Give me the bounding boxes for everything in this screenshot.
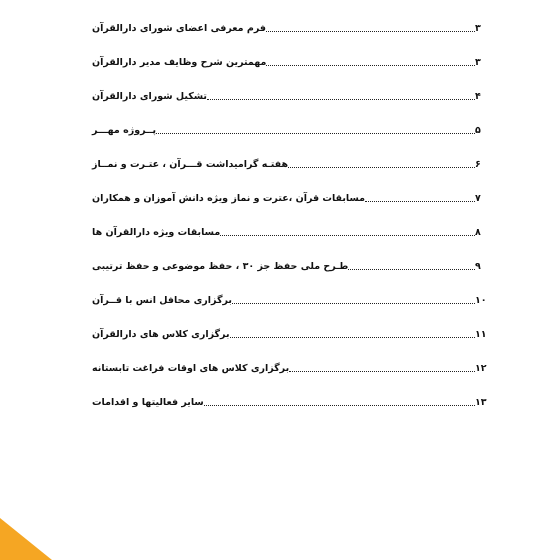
- toc-entry-page-number: ۹: [475, 261, 481, 272]
- toc-entry-title: سایر فعالیتها و اقدامات: [92, 397, 204, 408]
- toc-dot-leader: [204, 405, 475, 406]
- toc-dot-leader: [348, 269, 475, 270]
- toc-dot-leader: [365, 201, 475, 202]
- toc-entry-title: هفتـه گرامیداشت قـــرآن ، عتـرت و نمــاز: [92, 159, 289, 170]
- toc-entry[interactable]: [88, 12, 490, 46]
- toc-entry-title: طـرح ملی حفظ جز ۳۰ ، حفظ موضوعی و حفظ ترتیبی: [92, 261, 349, 272]
- toc-dot-leader: [288, 167, 475, 168]
- toc-entry-title: مهمترین شرح وظایف مدیر دارالقرآن: [92, 57, 267, 68]
- toc-entry-page-number: ۱۱: [475, 329, 487, 340]
- toc-dot-leader: [232, 303, 475, 304]
- toc-entry-page-number: ۶: [475, 159, 481, 170]
- toc-entry[interactable]: [88, 216, 490, 250]
- toc-entry-title: فرم معرفی اعضای شورای دارالقرآن: [92, 23, 266, 34]
- toc-dot-leader: [266, 31, 475, 32]
- toc-entry-page-number: ۵: [475, 125, 481, 136]
- toc-entry-page-number: ۱۰: [475, 295, 487, 306]
- toc-entry[interactable]: [88, 114, 490, 148]
- toc-dot-leader: [207, 99, 475, 100]
- toc-entry[interactable]: [88, 386, 490, 420]
- toc-entry-page-number: ۴: [475, 91, 481, 102]
- table-of-contents: [88, 12, 490, 420]
- toc-entry-title: برگزاری کلاس های اوقات فراغت تابستانه: [92, 363, 290, 374]
- toc-entry-page-number: ۳: [475, 57, 481, 68]
- toc-dot-leader: [156, 133, 475, 134]
- toc-entry-title: مسابقات ویژه دارالقرآن ها: [92, 227, 221, 238]
- toc-entry-page-number: ۱۳: [475, 397, 487, 408]
- toc-entry[interactable]: [88, 352, 490, 386]
- toc-entry-title: برگزاری کلاس های دارالقرآن: [92, 329, 230, 340]
- toc-entry[interactable]: [88, 182, 490, 216]
- toc-entry[interactable]: [88, 46, 490, 80]
- toc-dot-leader: [220, 235, 475, 236]
- toc-entry[interactable]: [88, 80, 490, 114]
- toc-entry-title: مسابقات قرآن ،عترت و نماز ویژه دانش آموزان و همکاران: [92, 193, 366, 204]
- toc-entry-page-number: ۱۲: [475, 363, 487, 374]
- corner-triangle-decoration: [0, 500, 70, 560]
- toc-entry[interactable]: [88, 284, 490, 318]
- toc-dot-leader: [230, 337, 475, 338]
- toc-entry[interactable]: [88, 250, 490, 284]
- toc-entry-page-number: ۷: [475, 193, 481, 204]
- toc-dot-leader: [266, 65, 475, 66]
- toc-entry[interactable]: [88, 318, 490, 352]
- toc-entry[interactable]: [88, 148, 490, 182]
- toc-entry-title: برگزاری محافل انس با قــرآن: [92, 295, 232, 306]
- toc-entry-title: تشکیل شورای دارالقرآن: [92, 91, 207, 102]
- toc-entry-page-number: ۳: [475, 23, 481, 34]
- toc-entry-title: پــروژه مهـــر: [92, 125, 157, 136]
- toc-entry-page-number: ۸: [475, 227, 481, 238]
- toc-dot-leader: [289, 371, 475, 372]
